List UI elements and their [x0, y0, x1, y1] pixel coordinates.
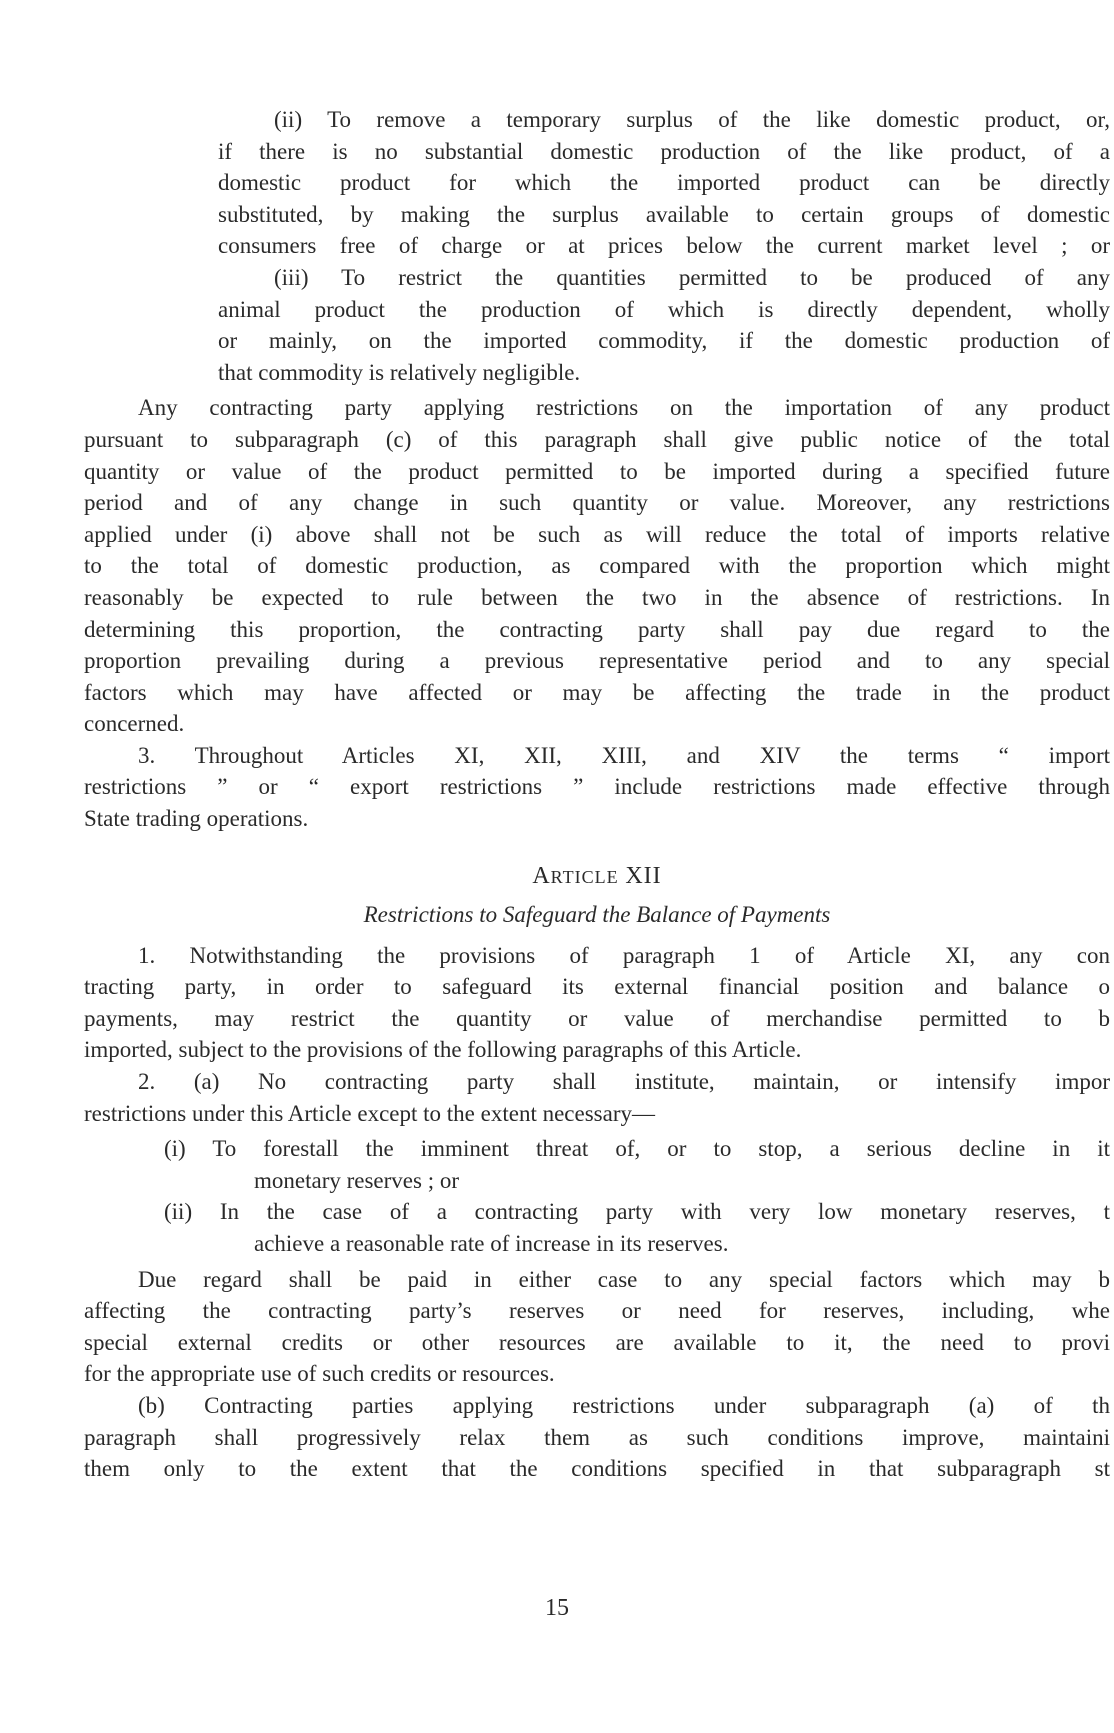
paragraph-due-regard [84, 1264, 1110, 1390]
text-line: special external credits or other resources are available to it, the need to provi [84, 1329, 1110, 1355]
text-line: determining this proportion, the contracting party shall pay due regard to the [84, 616, 1110, 642]
text-line: factors which may have affected or may be affecting the trade in the product [84, 679, 1110, 705]
text-line: domestic product for which the imported product can be directly [218, 170, 1110, 196]
text-line: consumers free of charge or at prices below the current market level ; or [218, 233, 1110, 259]
paragraph-3 [84, 740, 1110, 835]
text-line: (i) To forestall the imminent threat of, or to stop, a serious decline in it [164, 1136, 1110, 1162]
paragraph-b [84, 1390, 1110, 1485]
text-line: (ii) To remove a temporary surplus of the like domestic product, or, [274, 107, 1110, 132]
text-line: that commodity is relatively negligible. [218, 359, 581, 385]
text-line: (iii) To restrict the quantities permitted to be produced of any [274, 264, 1110, 290]
text-line: 3. Throughout Articles XI, XII, XIII, and XIV the terms “ import [138, 742, 1110, 768]
text-line: imported, subject to the provisions of the following paragraphs of this Article. [84, 1037, 802, 1063]
page-number: 15 [545, 1595, 569, 1621]
text-line: 2. (a) No contracting party shall institute, maintain, or intensify impor [138, 1069, 1110, 1095]
article-heading [84, 863, 1110, 890]
subparagraph-iii [84, 262, 1110, 388]
subparagraph-ii [84, 104, 1110, 262]
article-heading-initial: A [532, 862, 551, 889]
text-line: pursuant to subparagraph (c) of this paragraph shall give public notice of the total [84, 426, 1110, 452]
text-line: substituted, by making the surplus available to certain groups of domestic [218, 201, 1110, 227]
article-subheading: Restrictions to Safeguard the Balance of Payments [363, 901, 831, 927]
article-paragraph-1 [84, 940, 1110, 1066]
text-line: Any contracting party applying restrictions on the importation of any product [138, 395, 1110, 421]
text-line: monetary reserves ; or [254, 1167, 460, 1193]
text-line: if there is no substantial domestic production of the like product, of a [218, 138, 1110, 164]
article-paragraph-2 [84, 1066, 1110, 1129]
text-line: payments, may restrict the quantity or value of merchandise permitted to b [84, 1005, 1110, 1031]
text-line: period and of any change in such quantity or value. Moreover, any restrictions [84, 490, 1110, 516]
text-line: proportion prevailing during a previous representative period and to any special [84, 648, 1110, 674]
article-heading-word: RTICLE [550, 866, 619, 887]
text-line: 1. Notwithstanding the provisions of paragraph 1 of Article XI, any con [138, 942, 1110, 968]
text-line: them only to the extent that the conditions specified in that subparagraph st [84, 1456, 1110, 1482]
list-item-ii [84, 1196, 1110, 1259]
text-line: paragraph shall progressively relax them as such conditions improve, maintaini [84, 1424, 1110, 1450]
text-line: to the total of domestic production, as compared with the proportion which might [84, 553, 1110, 579]
paragraph-public-notice [84, 392, 1110, 740]
text-line: tracting party, in order to safeguard its external financial position and balance o [84, 974, 1110, 1000]
text-line: reasonably be expected to rule between the two in the absence of restrictions. In [84, 584, 1110, 610]
text-line: State trading operations. [84, 806, 309, 832]
text-line: for the appropriate use of such credits or resources. [84, 1361, 555, 1387]
text-line: restrictions under this Article except to the extent necessary— [84, 1100, 655, 1126]
text-line: concerned. [84, 711, 185, 737]
text-line: quantity or value of the product permitted to be imported during a specified future [84, 458, 1110, 484]
text-line: or mainly, on the imported commodity, if the domestic production of [218, 328, 1110, 354]
list-item-i [84, 1133, 1110, 1196]
text-line: restrictions ” or “ export restrictions ” include restrictions made effective through [84, 774, 1110, 800]
text-line: (ii) In the case of a contracting party with very low monetary reserves, t [164, 1199, 1110, 1225]
text-line: achieve a reasonable rate of increase in its reserves. [254, 1231, 729, 1256]
document-page [84, 104, 1110, 1485]
text-line: affecting the contracting party’s reserves or need for reserves, including, whe [84, 1298, 1110, 1324]
text-line: (b) Contracting parties applying restrictions under subparagraph (a) of th [138, 1392, 1110, 1418]
text-line: Due regard shall be paid in either case to any special factors which may b [138, 1266, 1110, 1292]
article-heading-number: XII [625, 862, 662, 889]
text-line: animal product the production of which is directly dependent, wholly [218, 296, 1110, 322]
text-line: applied under (i) above shall not be such as will reduce the total of imports relative [84, 521, 1110, 547]
